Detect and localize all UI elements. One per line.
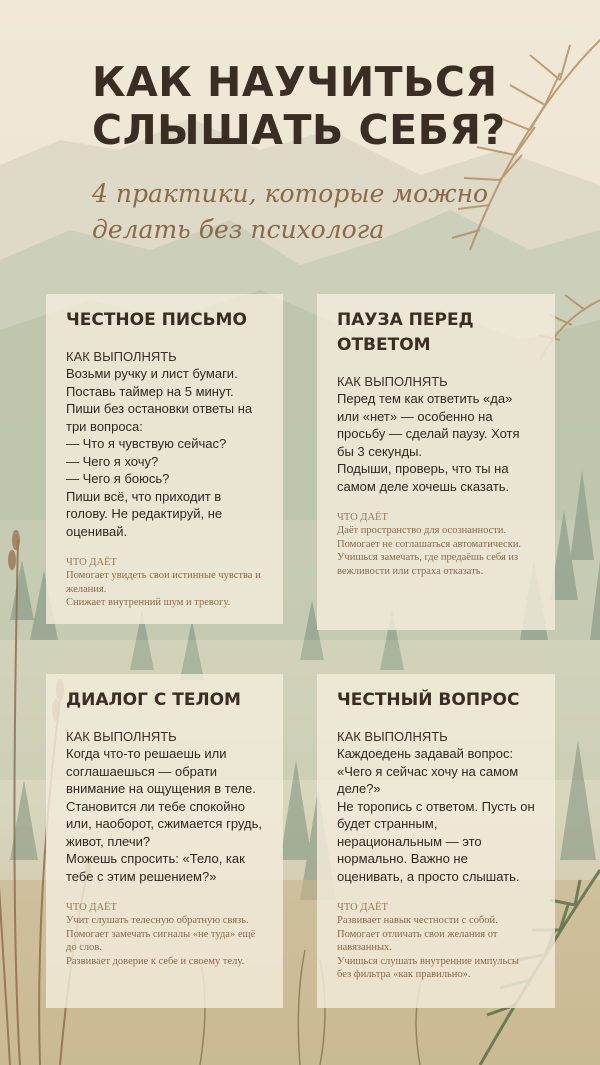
- card-title: ЧЕСТНОЕ ПИСЬМО: [66, 310, 247, 330]
- how-to-label: КАК ВЫПОЛНЯТЬ: [66, 729, 177, 744]
- how-to-line: Становится ли тебе спокойно или, наоборот, сжимается грудь, живот, плечи?: [66, 798, 262, 849]
- how-to-label: КАК ВЫПОЛНЯТЬ: [337, 374, 448, 389]
- how-to-line: Подыши, проверь, что ты на самом деле хочешь сказать.: [337, 461, 510, 494]
- benefit-line: Учишься замечать, где предаёшь себя из вежливости или страха отказать.: [337, 552, 519, 577]
- benefits-text: [337, 914, 535, 982]
- how-to-line: — Что я чувствую сейчас?: [66, 436, 227, 451]
- how-to-text: [337, 390, 535, 495]
- how-to-line: Возьми ручку и лист бумаги.: [66, 366, 238, 381]
- benefits-text: [66, 914, 263, 968]
- how-to-line: Когда что-то решаешь или соглашаешься — обрати внимание на ощущения в теле.: [66, 746, 256, 796]
- how-to-text: [66, 745, 263, 885]
- page-subtitle: [92, 176, 522, 248]
- practice-card-pause: [317, 294, 555, 630]
- benefit-line: Снижает внутренний шум и тревогу.: [66, 597, 231, 608]
- title-line-1: КАК НАУЧИТЬСЯ: [92, 58, 498, 106]
- practice-card-honest-question: [317, 674, 555, 1008]
- benefit-line: Помогает увидеть свои истинные чувства и желания.: [66, 570, 261, 595]
- benefits-label: ЧТО ДАЁТ: [337, 902, 388, 913]
- how-to-line: Перед тем как ответить «да» или «нет» — особенно на просьбу — сделай паузу. Хотя бы 3 секунды.: [337, 391, 520, 459]
- card-title: ПАУЗА ПЕРЕД ОТВЕТОМ: [337, 310, 474, 355]
- how-to-line: Не торопись с ответом. Пусть он будет странным, нерациональным — это нормально. Важно не оценивать, а просто слышать.: [337, 798, 535, 884]
- subtitle-line-1: 4 практики, которые можно: [92, 179, 489, 208]
- how-to-line: Пиши без остановки ответы на три вопроса:: [66, 401, 253, 434]
- how-to-line: Поставь таймер на 5 минут.: [66, 383, 234, 399]
- how-to-line: — Чего я хочу?: [66, 453, 159, 469]
- benefit-line: Учит слушать телесную обратную связь.: [66, 915, 249, 926]
- benefit-line: Учишься слушать внутренние импульсы без фильтра «как правильно».: [337, 955, 519, 980]
- benefits-label: ЧТО ДАЁТ: [337, 512, 388, 523]
- benefits-label: ЧТО ДАЁТ: [66, 902, 117, 913]
- card-title: ЧЕСТНЫЙ ВОПРОС: [337, 690, 520, 710]
- benefits-text: [337, 524, 535, 578]
- how-to-line: — Чего я боюсь?: [66, 471, 170, 486]
- how-to-text: [66, 365, 263, 540]
- how-to-line: Пиши всё, что приходит в голову. Не редактируй, не оценивай.: [66, 488, 223, 539]
- how-to-text: [337, 745, 535, 885]
- card-title: ДИАЛОГ С ТЕЛОМ: [66, 690, 241, 710]
- how-to-line: Каждоедень задавай вопрос: «Чего я сейчас хочу на самом деле?»: [337, 746, 519, 796]
- subtitle-line-2: делать без психолога: [92, 215, 385, 244]
- how-to-label: КАК ВЫПОЛНЯТЬ: [66, 349, 177, 364]
- benefit-line: Развивает навык честности с собой.: [337, 915, 498, 926]
- benefits-label: ЧТО ДАЁТ: [66, 557, 117, 568]
- page-title: [92, 58, 532, 154]
- how-to-label: КАК ВЫПОЛНЯТЬ: [337, 729, 448, 744]
- how-to-line: Можешь спросить: «Тело, как тебе с этим решением?»: [66, 851, 245, 884]
- practice-card-body-dialog: [46, 674, 283, 1008]
- benefit-line: Даёт пространство для осознанности.: [337, 525, 507, 536]
- benefit-line: Помогает не соглашаться автоматически.: [337, 538, 522, 550]
- title-line-2: СЛЫШАТЬ СЕБЯ?: [92, 106, 506, 154]
- benefit-line: Помогает отличать свои желания от навязанных.: [337, 928, 498, 953]
- practice-card-honest-letter: [46, 294, 283, 624]
- benefit-line: Развивает доверие к себе и своему телу.: [66, 955, 245, 967]
- benefit-line: Помогает замечать сигналы «не туда» ещё до слов.: [66, 928, 256, 953]
- benefits-text: [66, 569, 263, 610]
